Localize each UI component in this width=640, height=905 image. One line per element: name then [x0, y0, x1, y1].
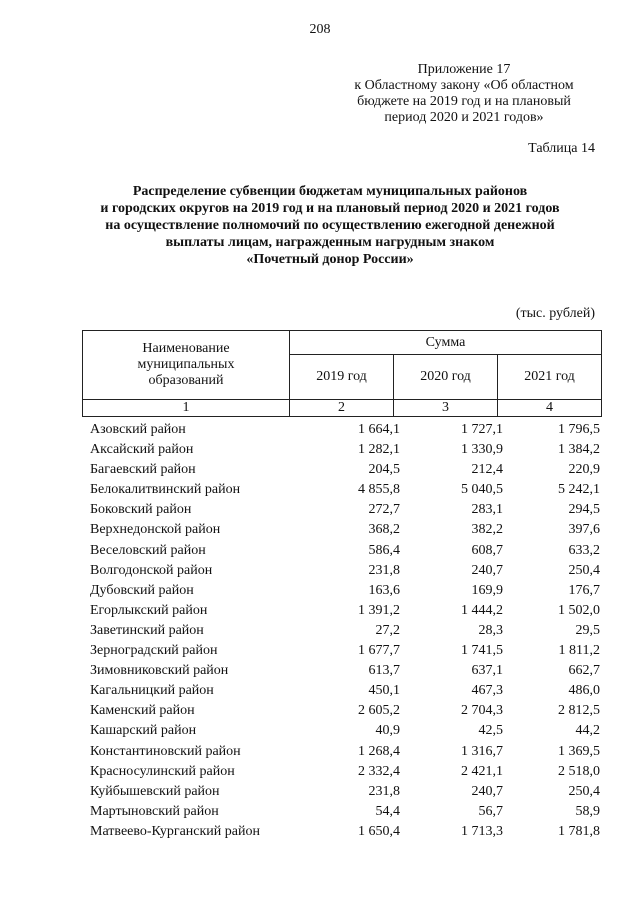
value-2021: 220,9	[568, 462, 600, 478]
municipality-name: Веселовский район	[90, 542, 206, 558]
header-name-line: образований	[148, 373, 224, 388]
value-2020: 42,5	[478, 723, 503, 739]
value-2020: 382,2	[471, 522, 503, 538]
value-2019: 1 268,4	[358, 743, 400, 759]
value-2021: 2 812,5	[558, 703, 600, 719]
appendix-line: к Областному закону «Об областном	[354, 78, 574, 93]
value-2021: 250,4	[568, 783, 600, 799]
municipality-name: Каменский район	[90, 703, 195, 719]
value-2021: 397,6	[568, 522, 600, 538]
municipality-name: Мартыновский район	[90, 803, 219, 819]
value-2019: 1 391,2	[358, 602, 400, 618]
municipality-name: Волгодонской район	[90, 562, 213, 578]
table-row	[82, 480, 600, 500]
table-body	[82, 420, 600, 842]
value-2021: 1 796,5	[558, 422, 600, 437]
value-2019: 586,4	[368, 542, 400, 558]
value-2021: 1 384,2	[558, 442, 600, 458]
municipality-name: Зимовниковский район	[90, 663, 229, 679]
value-2021: 58,9	[575, 803, 600, 819]
municipality-name: Матвеево-Курганский район	[90, 823, 260, 839]
municipality-name: Куйбышевский район	[90, 783, 220, 799]
value-2019: 54,4	[375, 803, 400, 819]
header-name-line: Наименование	[142, 341, 230, 356]
table-row	[82, 742, 600, 762]
municipality-name: Константиновский район	[90, 743, 241, 759]
value-2021: 294,5	[568, 502, 600, 518]
table-header	[82, 330, 602, 417]
value-2021: 5 242,1	[558, 482, 600, 498]
table-row	[82, 561, 600, 581]
title-line: и городских округов на 2019 год и на плановый период 2020 и 2021 годов	[100, 201, 560, 216]
value-2020: 608,7	[471, 542, 503, 558]
value-2020: 1 316,7	[461, 743, 503, 759]
table-row	[82, 822, 600, 842]
value-2021: 176,7	[568, 582, 600, 598]
table-row	[82, 460, 600, 480]
value-2020: 1 330,9	[461, 442, 503, 458]
title-line: Распределение субвенции бюджетам муниципальных районов	[132, 184, 528, 199]
column-header-2021: 2021 год	[498, 355, 602, 400]
table-row	[82, 762, 600, 782]
value-2019: 231,8	[368, 783, 400, 799]
value-2019: 2 605,2	[358, 703, 400, 719]
column-number: 3	[394, 400, 498, 417]
document-title	[60, 183, 600, 268]
value-2020: 467,3	[471, 683, 503, 699]
municipality-name: Кашарский район	[90, 723, 197, 739]
value-2020: 637,1	[471, 663, 503, 679]
table-row	[82, 601, 600, 621]
title-line: на осуществление полномочий по осуществлению ежегодной денежной	[105, 218, 555, 233]
table-number: Таблица 14	[528, 141, 595, 156]
value-2020: 283,1	[471, 502, 503, 518]
table-row	[82, 541, 600, 561]
value-2021: 486,0	[568, 683, 600, 699]
value-2020: 1 741,5	[461, 643, 503, 659]
column-number: 2	[290, 400, 394, 417]
value-2021: 250,4	[568, 562, 600, 578]
value-2019: 1 282,1	[358, 442, 400, 458]
value-2020: 2 421,1	[461, 763, 503, 779]
value-2019: 2 332,4	[358, 763, 400, 779]
table-row	[82, 440, 600, 460]
municipality-name: Боковский район	[90, 502, 192, 518]
value-2019: 27,2	[375, 622, 400, 638]
value-2019: 1 664,1	[358, 422, 400, 437]
value-2020: 169,9	[471, 582, 503, 598]
column-header-sum: Сумма	[290, 331, 602, 355]
municipality-name: Егорлыкский район	[90, 602, 208, 618]
table-row	[82, 641, 600, 661]
title-line: выплаты лицам, награжденным нагрудным знаком	[165, 235, 495, 250]
value-2020: 240,7	[471, 562, 503, 578]
value-2020: 56,7	[478, 803, 503, 819]
value-2019: 368,2	[368, 522, 400, 538]
table-row	[82, 621, 600, 641]
table-row	[82, 661, 600, 681]
value-2020: 1 713,3	[461, 823, 503, 839]
value-2019: 231,8	[368, 562, 400, 578]
value-2021: 662,7	[568, 663, 600, 679]
table-row	[82, 782, 600, 802]
value-2021: 1 502,0	[558, 602, 600, 618]
value-2021: 29,5	[575, 622, 600, 638]
appendix-line: Приложение 17	[417, 62, 511, 77]
value-2021: 633,2	[568, 542, 600, 558]
municipality-name: Заветинский район	[90, 622, 204, 638]
value-2020: 1 727,1	[461, 422, 503, 437]
value-2020: 5 040,5	[461, 482, 503, 498]
header-name-line: муниципальных	[137, 357, 235, 372]
value-2019: 1 677,7	[358, 643, 400, 659]
table-row	[82, 681, 600, 701]
municipality-name: Зерноградский район	[90, 643, 218, 659]
value-2019: 272,7	[368, 502, 400, 518]
municipality-name: Красносулинский район	[90, 763, 235, 779]
table-row	[82, 520, 600, 540]
title-line: «Почетный донор России»	[246, 252, 414, 267]
appendix-line: бюджете на 2019 год и на плановый	[357, 94, 571, 109]
column-header-2019: 2019 год	[290, 355, 394, 400]
value-2020: 28,3	[478, 622, 503, 638]
value-2019: 450,1	[368, 683, 400, 699]
value-2021: 1 811,2	[558, 643, 600, 659]
municipality-name: Белокалитвинский район	[90, 482, 241, 498]
table-row	[82, 701, 600, 721]
municipality-name: Дубовский район	[90, 582, 194, 598]
units-label: (тыс. рублей)	[515, 306, 595, 321]
value-2019: 613,7	[368, 663, 400, 679]
value-2020: 2 704,3	[461, 703, 503, 719]
table-row	[82, 420, 600, 440]
value-2020: 212,4	[471, 462, 503, 478]
page-number: 208	[309, 22, 331, 37]
value-2019: 204,5	[368, 462, 400, 478]
column-header-2020: 2020 год	[394, 355, 498, 400]
appendix-note	[332, 62, 596, 126]
municipality-name: Багаевский район	[90, 462, 196, 478]
table-row	[82, 581, 600, 601]
value-2020: 1 444,2	[461, 602, 503, 618]
table-row	[82, 500, 600, 520]
column-number: 4	[498, 400, 602, 417]
municipality-name: Аксайский район	[90, 442, 194, 458]
value-2020: 240,7	[471, 783, 503, 799]
column-number: 1	[83, 400, 290, 417]
value-2019: 4 855,8	[358, 482, 400, 498]
municipality-name: Азовский район	[90, 422, 186, 437]
table-row	[82, 802, 600, 822]
appendix-line: период 2020 и 2021 годов»	[384, 110, 544, 125]
value-2021: 44,2	[575, 723, 600, 739]
table-row	[82, 721, 600, 741]
value-2019: 40,9	[375, 723, 400, 739]
value-2021: 1 781,8	[558, 823, 600, 839]
value-2019: 1 650,4	[358, 823, 400, 839]
column-header-name	[83, 331, 290, 400]
value-2021: 2 518,0	[558, 763, 600, 779]
value-2021: 1 369,5	[558, 743, 600, 759]
municipality-name: Верхнедонской район	[90, 522, 221, 538]
value-2019: 163,6	[368, 582, 400, 598]
municipality-name: Кагальницкий район	[90, 683, 214, 699]
